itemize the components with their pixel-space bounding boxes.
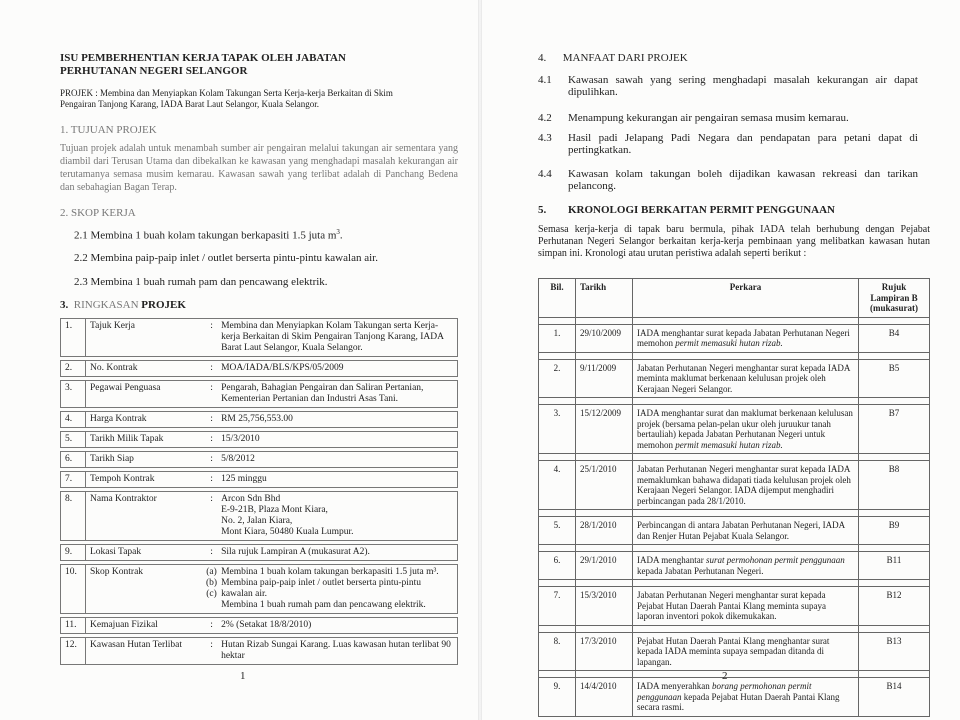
summary-num: 9. [61,545,86,561]
chrono-bil: 2. [539,359,576,398]
summary-value: 125 minggu [217,472,457,488]
summary-row [61,492,458,541]
section-3-num: 3. [60,299,69,311]
chrono-rujuk: B5 [859,359,930,398]
summary-label: Tajuk Kerja [86,319,207,357]
summary-value: Pengarah, Bahagian Pengairan dan Saliran Pertanian, Kementerian Pertanian dan Industri Asas Tani. [217,381,457,408]
chronology-row [539,678,930,717]
page-2 [480,0,960,720]
summary-label: Tempoh Kontrak [86,472,207,488]
col-tarikh: Tarikh [576,279,633,318]
perkara-italic: surat permohonan permit penggunaan [705,555,845,565]
perkara-text: Jabatan Perhutanan Negeri menghantar surat kepada IADA meminta maklumat berkenaan kelulusan projek oleh Kerajaan Negeri Selangor. [637,362,850,394]
summary-value: Membina 1 buah kolam takungan berkapasiti 1.5 juta m³. Membina paip-paip inlet / outlet berserta pintu-pintu kawalan air. Membina 1 buah rumah pam dan pencawang elektrik. [217,565,457,614]
chrono-bil: 1. [539,324,576,352]
chrono-bil: 6. [539,552,576,580]
chronology-table [538,278,930,717]
chrono-rujuk: B7 [859,405,930,454]
summary-sep: : [206,618,217,634]
summary-num: 12. [61,638,86,665]
chrono-perkara [633,405,859,454]
chrono-perkara [633,359,859,398]
chrono-rujuk: B14 [859,678,930,717]
chrono-rujuk: B11 [859,552,930,580]
benefit-num: 4.4 [538,168,552,180]
benefit-item [538,168,918,196]
page-number-1: 1 [240,670,246,682]
section-5-text: Semasa kerja-kerja di tapak baru bermula, pihak IADA telah berhubung dengan Pejabat Perhutanan Negeri Selangor berkaitan kerja-kerja pembinaan yang melibatkan kawasan hutan simpan ini. Kronologi atau urutan peristiwa adalah seperti berikut : [538,224,930,259]
scope-item-2-1-text: 2.1 Membina 1 buah kolam takungan berkapasiti 1.5 juta m [74,229,337,242]
chrono-date: 9/11/2009 [576,359,633,398]
chrono-perkara [633,517,859,545]
benefit-num: 4.3 [538,132,552,144]
summary-sep: : [206,545,217,561]
chrono-perkara [633,461,859,510]
projek-line: PROJEK : Membina dan Menyiapkan Kolam Takungan Serta Kerja-kerja Berkaitan di Skim Pengairan Tanjong Karang, IADA Barat Laut Selangor, Kuala Selangor. [60,88,393,109]
summary-value: Membina dan Menyiapkan Kolam Takungan serta Kerja-kerja Berkaitan di Skim Pengairan Tanjong Karang, IADA Barat Laut Selangor, Kuala Selangor. [217,319,457,357]
summary-value: Hutan Rizab Sungai Karang. Luas kawasan hutan terlibat 90 hektar [217,638,457,665]
summary-row [61,638,458,665]
summary-label: Tarikh Milik Tapak [86,432,207,448]
perkara-text: Perbincangan di antara Jabatan Perhutanan Negeri, IADA dan Renjer Hutan Pejabat Kuala Selangor. [637,520,845,541]
summary-value: 5/8/2012 [217,452,457,468]
page-number-2: 2 [722,670,728,682]
chrono-date: 15/12/2009 [576,405,633,454]
summary-value: Arcon Sdn Bhd E-9-21B, Plaza Mont Kiara, No. 2, Jalan Kiara, Mont Kiara, 50480 Kuala Lumpur. [217,492,457,541]
perkara-text: IADA menghantar [637,555,706,565]
summary-label: Kawasan Hutan Terlibat [86,638,207,665]
row-gap [539,510,930,517]
scope-item-2-1 [74,228,343,242]
chrono-rujuk: B4 [859,324,930,352]
row-gap [539,545,930,552]
summary-row [61,319,458,357]
row-gap [539,454,930,461]
chronology-row [539,587,930,626]
summary-num: 11. [61,618,86,634]
summary-num: 2. [61,361,86,377]
chronology-row [539,359,930,398]
perkara-after: kepada Pejabat Hutan Daerah Pantai Klang secara rasmi. [637,691,840,712]
summary-sep: : [206,432,217,448]
summary-label: Harga Kontrak [86,412,207,428]
perkara-text: Jabatan Perhutanan Negeri menghantar surat kepada Pejabat Hutan Daerah Pantai Klang meminta supaya laporan inventori pokok dikemukakan. [637,590,826,621]
benefit-item [538,112,918,126]
chrono-date: 29/10/2009 [576,324,633,352]
summary-row [61,545,458,561]
summary-row [61,361,458,377]
summary-label: Kemajuan Fizikal [86,618,207,634]
chronology-row [539,461,930,510]
row-gap [539,671,930,678]
chrono-bil: 9. [539,678,576,717]
perkara-italic: borang permohonan permit penggunaan [637,681,812,702]
benefit-num: 4.2 [538,112,552,124]
summary-sep: : [206,452,217,468]
summary-sep: : [206,361,217,377]
chrono-date: 15/3/2010 [576,587,633,626]
summary-value: RM 25,756,553.00 [217,412,457,428]
chrono-rujuk: B12 [859,587,930,626]
summary-num: 10. [61,565,86,614]
chronology-row [539,405,930,454]
section-3-heading [60,299,186,311]
col-perkara: Perkara [633,279,859,318]
chrono-rujuk: B13 [859,632,930,671]
section-2-heading: 2. SKOP KERJA [60,207,136,219]
section-4-heading: 4. MANFAAT DARI PROJEK [538,52,688,64]
summary-label: Skop Kontrak [86,565,207,614]
summary-label: Tarikh Siap [86,452,207,468]
benefit-text: Kawasan kolam takungan boleh dijadikan kawasan rekreasi dan tarikan pelancong. [568,168,918,192]
summary-row [61,432,458,448]
summary-value: MOA/IADA/BLS/KPS/05/2009 [217,361,457,377]
scope-item-2-2: 2.2 Membina paip-paip inlet / outlet berserta pintu-pintu kawalan air. [74,252,378,264]
summary-sep: : [206,319,217,357]
perkara-after: kepada Jabatan Perhutanan Negeri. [637,565,764,576]
summary-num: 7. [61,472,86,488]
chrono-date: 14/4/2010 [576,678,633,717]
section-1-heading: 1. TUJUAN PROJEK [60,124,157,136]
summary-sep: : [206,381,217,408]
col-bil: Bil. [539,279,576,318]
chronology-row [539,517,930,545]
benefit-text: Kawasan sawah yang sering menghadapi masalah kekurangan air dapat dipulihkan. [568,74,918,98]
chronology-row [539,632,930,671]
summary-sep: : [206,472,217,488]
section-3-heading-a: RINGKASAN [73,299,139,311]
summary-table [60,318,458,665]
summary-num: 3. [61,381,86,408]
benefit-item [538,132,918,160]
perkara-text: IADA menghantar surat dan maklumat berkenaan kelulusan projek (bersama pelan-pelan ukur oleh juruukur tanah bertauliah) kepada Jabatan Perhutanan Negeri untuk memohon [637,408,853,450]
scope-item-2-3: 2.3 Membina 1 buah rumah pam dan pencawang elektrik. [74,276,328,288]
benefit-text: Hasil padi Jelapang Padi Negara dan pendapatan para petani dapat di pertingkatkan. [568,132,918,156]
perkara-text: Pejabat Hutan Daerah Pantai Klang menghantar surat kepada IADA meminta supaya sempadan ditanda di lapangan. [637,635,830,667]
scope-item-2-1-sup: 3 [336,228,340,236]
summary-num: 6. [61,452,86,468]
chrono-rujuk: B8 [859,461,930,510]
summary-num: 8. [61,492,86,541]
summary-label: No. Kontrak [86,361,207,377]
chrono-perkara [633,587,859,626]
summary-row [61,565,458,614]
summary-sep: (a) (b) (c) [206,565,217,614]
summary-label: Lokasi Tapak [86,545,207,561]
row-gap [539,317,930,324]
summary-label: Pegawai Penguasa [86,381,207,408]
summary-row [61,618,458,634]
summary-value: 2% (Setakat 18/8/2010) [217,618,457,634]
perkara-text: IADA menyerahkan [637,681,712,691]
benefit-item [538,74,918,102]
summary-num: 5. [61,432,86,448]
summary-sep: : [206,492,217,541]
summary-label: Nama Kontraktor [86,492,207,541]
section-1-text: Tujuan projek adalah untuk menambah sumber air pengairan melalui takungan air sementara yang diambil dari Terusan Utama dan dibekalkan ke kawasan yang menghadapi masalah kekurangan air terutamanya semasa musim kemarau. Kawasan sawah yang terlibat adalah di Panchang Bedena dan sebahagian Bagan Terap. [60,143,458,193]
chrono-date: 25/1/2010 [576,461,633,510]
section-5-title: KRONOLOGI BERKAITAN PERMIT PENGGUNAAN [568,204,835,216]
chrono-bil: 8. [539,632,576,671]
summary-row [61,412,458,428]
summary-row [61,452,458,468]
row-gap [539,580,930,587]
summary-sep: : [206,638,217,665]
row-gap [539,398,930,405]
section-3-heading-b: PROJEK [141,299,186,311]
row-gap [539,625,930,632]
page-title: ISU PEMBERHENTIAN KERJA TAPAK OLEH JABATAN PERHUTANAN NEGERI SELANGOR [60,52,346,77]
chrono-date: 17/3/2010 [576,632,633,671]
summary-row [61,472,458,488]
perkara-text: Jabatan Perhutanan Negeri menghantar surat kepada IADA memaklumkan bahawa didapati tiada kelulusan projek oleh Kerajaan Negeri Selangor. IADA dijemput menghadiri perbincangan pada 28/1/2010. [637,464,851,506]
chrono-rujuk: B9 [859,517,930,545]
chrono-bil: 4. [539,461,576,510]
chrono-date: 28/1/2010 [576,517,633,545]
summary-num: 1. [61,319,86,357]
chronology-row [539,552,930,580]
summary-value: Sila rujuk Lampiran A (mukasurat A2). [217,545,457,561]
chrono-bil: 3. [539,405,576,454]
section-5-num: 5. [538,204,547,216]
chrono-perkara [633,552,859,580]
chrono-perkara [633,678,859,717]
chrono-bil: 7. [539,587,576,626]
chrono-perkara [633,324,859,352]
scope-item-2-1-end: . [339,229,343,242]
chronology-row [539,324,930,352]
chrono-perkara [633,632,859,671]
summary-num: 4. [61,412,86,428]
perkara-text: IADA menghantar surat kepada Jabatan Perhutanan Negeri memohon [637,327,850,348]
chrono-date: 29/1/2010 [576,552,633,580]
chrono-bil: 5. [539,517,576,545]
summary-sep: : [206,412,217,428]
perkara-italic: permit memasuki hutan rizab. [675,338,783,348]
summary-value: 15/3/2010 [217,432,457,448]
benefit-text: Menampung kekurangan air pengairan semasa musim kemarau. [568,112,849,124]
section-5-heading [538,204,546,216]
benefit-num: 4.1 [538,74,552,86]
perkara-italic: permit memasuki hutan rizab. [675,439,783,450]
col-rujuk: Rujuk Lampiran B (mukasurat) [859,279,930,318]
row-gap [539,352,930,359]
summary-row [61,381,458,408]
